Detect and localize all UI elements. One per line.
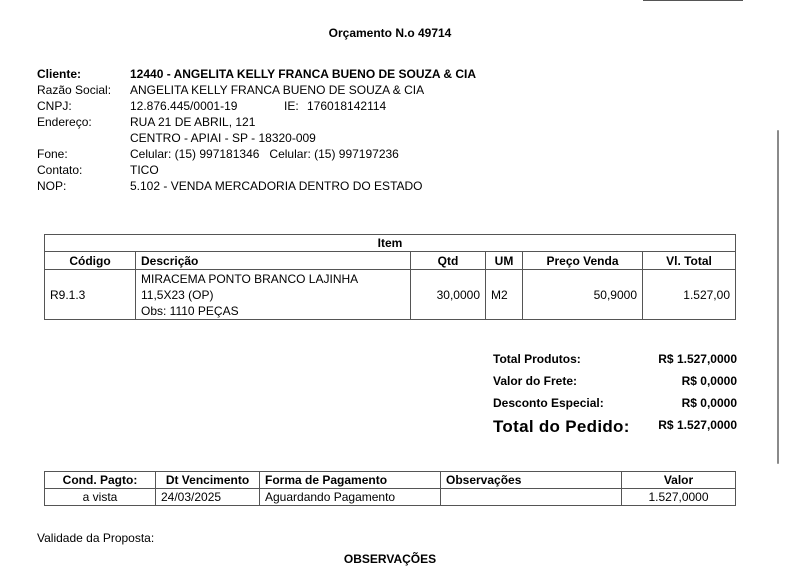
fone-label: Fone: — [37, 147, 68, 161]
table-row — [45, 489, 736, 506]
contato-label: Contato: — [37, 163, 83, 177]
total-produtos-row — [493, 350, 765, 372]
col-header-forma: Forma de Pagamento — [260, 472, 441, 489]
col-header-descricao: Descrição — [136, 252, 411, 270]
cnpj-label: CNPJ: — [37, 99, 72, 113]
endereco-line2: CENTRO - APIAI - SP - 18320-009 — [130, 131, 316, 145]
items-group-header: Item — [45, 235, 736, 252]
payment-table — [44, 471, 736, 506]
col-header-total: Vl. Total — [643, 252, 736, 270]
total-pedido-row — [493, 416, 765, 442]
descricao-line-2: 11,5X23 (OP) — [141, 287, 214, 302]
col-header-codigo: Código — [45, 252, 136, 270]
totals-block — [493, 350, 765, 442]
desconto-row — [493, 394, 765, 416]
cell-preco: 50,9000 — [523, 270, 643, 320]
ie-label: IE: — [284, 99, 299, 113]
cell-cond: a vista — [45, 489, 156, 506]
total-produtos-value: R$ 1.527,0000 — [658, 352, 737, 366]
client-label: Cliente: — [37, 67, 82, 81]
desconto-value: R$ 0,0000 — [681, 396, 737, 410]
cell-total: 1.527,00 — [643, 270, 736, 320]
cell-valor: 1.527,0000 — [622, 489, 736, 506]
ie-value: 176018142114 — [307, 99, 387, 113]
observacoes-title: OBSERVAÇÕES — [343, 552, 437, 566]
col-header-preco: Preço Venda — [523, 252, 643, 270]
valor-frete-value: R$ 0,0000 — [681, 374, 737, 388]
cell-vencimento: 24/03/2025 — [156, 489, 260, 506]
items-table — [44, 234, 736, 320]
col-header-um: UM — [486, 252, 523, 270]
desconto-label: Desconto Especial: — [493, 396, 604, 410]
endereco-line1: RUA 21 DE ABRIL, 121 — [130, 115, 256, 129]
validade-label: Validade da Proposta: — [37, 531, 155, 545]
total-pedido-label: Total do Pedido: — [493, 417, 630, 436]
col-header-valor: Valor — [622, 472, 736, 489]
table-row — [45, 270, 736, 320]
razao-label: Razão Social: — [37, 83, 112, 97]
valor-frete-label: Valor do Frete: — [493, 374, 578, 388]
document-title: Orçamento N.o 49714 — [328, 26, 452, 40]
items-header-row — [45, 252, 736, 270]
contato-value: TICO — [130, 163, 159, 177]
col-header-cond: Cond. Pagto: — [45, 472, 156, 489]
nop-label: NOP: — [37, 179, 67, 193]
endereco-label: Endereço: — [37, 115, 92, 129]
nop-value: 5.102 - VENDA MERCADORIA DENTRO DO ESTADO — [130, 179, 423, 193]
razao-value: ANGELITA KELLY FRANCA BUENO DE SOUZA & CIA — [130, 83, 425, 97]
cell-descricao — [136, 270, 411, 320]
payment-header-row — [45, 472, 736, 489]
col-header-vencimento: Dt Vencimento — [156, 472, 260, 489]
items-group-header-row — [45, 235, 736, 252]
cnpj-value: 12.876.445/0001-19 — [130, 99, 238, 113]
scrollbar-thumb[interactable] — [777, 130, 779, 464]
col-header-qtd: Qtd — [411, 252, 486, 270]
descricao-line-3: Obs: 1110 PEÇAS — [141, 303, 239, 318]
cell-observacoes — [441, 489, 622, 506]
valor-frete-row — [493, 372, 765, 394]
total-pedido-value: R$ 1.527,0000 — [658, 418, 737, 432]
cell-um: M2 — [486, 270, 523, 320]
cell-codigo: R9.1.3 — [45, 270, 136, 320]
col-header-observacoes: Observações — [441, 472, 622, 489]
total-produtos-label: Total Produtos: — [493, 352, 581, 366]
top-rule — [643, 0, 743, 1]
cell-qtd: 30,0000 — [411, 270, 486, 320]
cell-forma: Aguardando Pagamento — [260, 489, 441, 506]
fone-value: Celular: (15) 997181346 Celular: (15) 997197236 — [130, 147, 399, 161]
descricao-line-1: MIRACEMA PONTO BRANCO LAJINHA — [141, 271, 359, 286]
client-value: 12440 - ANGELITA KELLY FRANCA BUENO DE SOUZA & CIA — [130, 67, 477, 81]
